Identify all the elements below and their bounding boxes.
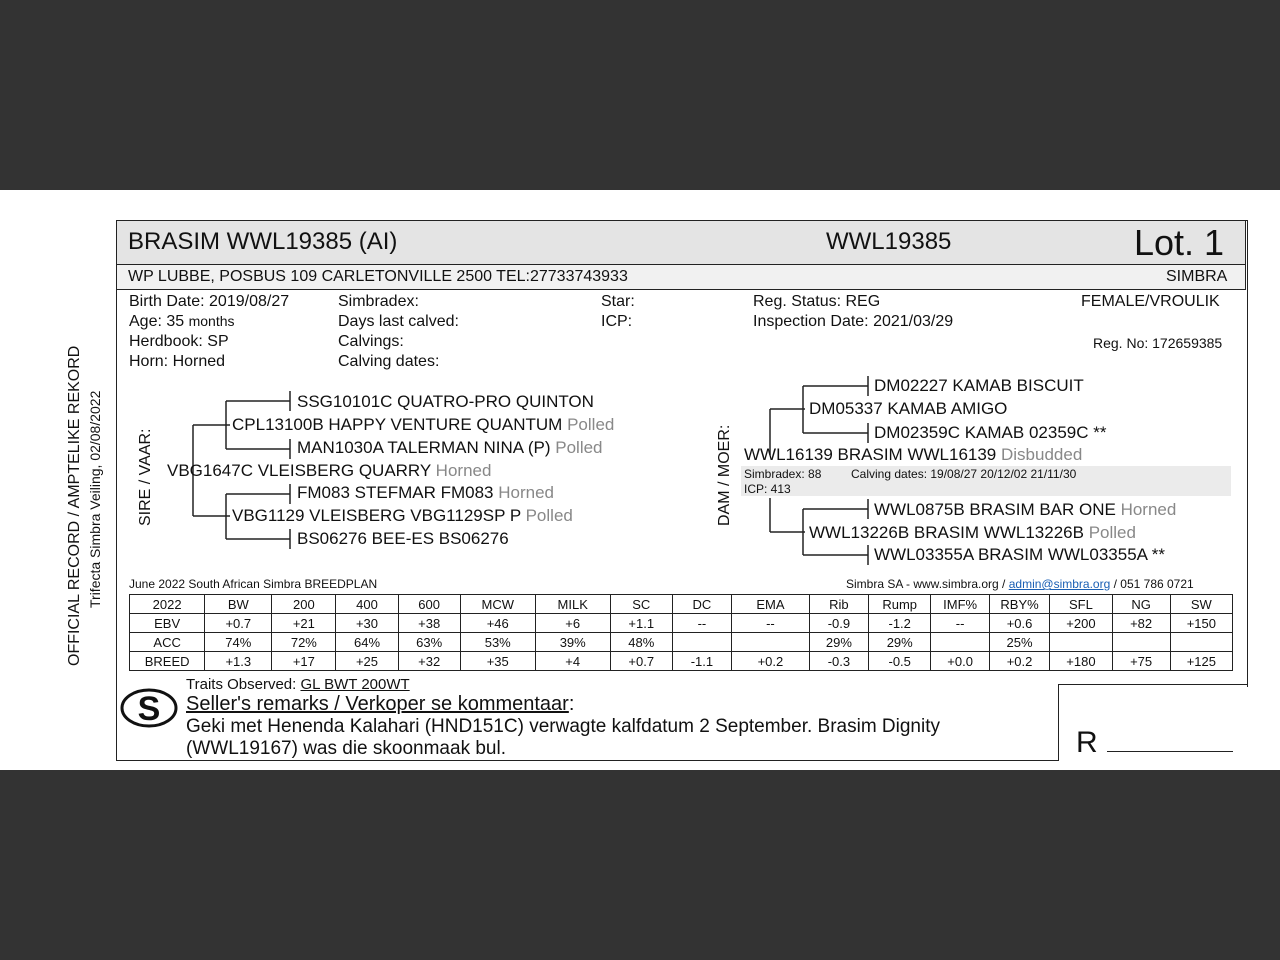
table-cell	[731, 633, 809, 652]
days-last-calved: Days last calved:	[338, 313, 459, 330]
table-cell: 63%	[398, 633, 460, 652]
table-cell: 64%	[336, 633, 398, 652]
dam-dam	[809, 523, 1136, 543]
simbradex: Simbradex:	[338, 293, 419, 310]
age-value: Age: 35	[129, 313, 185, 330]
table-cell: 25%	[989, 633, 1049, 652]
table-row	[130, 614, 1233, 633]
table-cell: 48%	[610, 633, 672, 652]
table-cell: +0.0	[931, 652, 989, 671]
table-cell: +0.2	[731, 652, 809, 671]
reg-status: Reg. Status: REG	[753, 293, 881, 310]
table-cell: MILK	[535, 595, 610, 614]
table-cell: +4	[535, 652, 610, 671]
star: Star:	[601, 293, 635, 310]
breed-name: SIMBRA	[1166, 268, 1228, 285]
table-cell: -0.3	[809, 652, 868, 671]
table-cell	[1170, 633, 1232, 652]
table-cell: SC	[610, 595, 672, 614]
table-cell: +32	[398, 652, 460, 671]
animal-name: BRASIM WWL19385 (AI)	[128, 228, 398, 255]
price-label: R	[1076, 726, 1098, 759]
table-cell: EMA	[731, 595, 809, 614]
sire-sd-status: Polled	[555, 438, 603, 457]
table-cell: +30	[336, 614, 398, 633]
animal-id: WWL19385	[826, 228, 952, 255]
sire-sire-status: Polled	[567, 415, 615, 434]
dam-dam-status: Polled	[1088, 523, 1136, 542]
table-cell: +46	[460, 614, 535, 633]
calvings: Calvings:	[338, 333, 404, 350]
sire-sd	[297, 438, 603, 458]
sire-sire-name: CPL13100B HAPPY VENTURE QUANTUM	[232, 415, 563, 434]
table-cell: --	[731, 614, 809, 633]
table-header-row	[130, 595, 1233, 614]
table-cell: BREED	[130, 652, 205, 671]
sire-ss: SSG10101C QUATRO-PRO QUINTON	[297, 392, 594, 411]
simbra-logo	[118, 683, 180, 731]
breedplan-caption: June 2022 South African Simbra BREEDPLAN	[129, 577, 378, 591]
table-cell: +150	[1170, 614, 1232, 633]
email-link[interactable]: admin@simbra.org	[1008, 577, 1111, 591]
table-cell: 600	[398, 595, 460, 614]
table-cell: 200	[272, 595, 336, 614]
table-cell: BW	[205, 595, 272, 614]
catalog-sheet	[0, 190, 1280, 770]
breedplan-table-body	[130, 595, 1233, 671]
table-cell: +0.7	[610, 652, 672, 671]
breedplan-contact	[846, 577, 1194, 591]
table-cell: +0.6	[989, 614, 1049, 633]
table-cell: -0.9	[809, 614, 868, 633]
table-cell: --	[931, 614, 989, 633]
table-cell: 72%	[272, 633, 336, 652]
table-cell: MCW	[460, 595, 535, 614]
table-cell: 29%	[869, 633, 931, 652]
table-cell: 29%	[809, 633, 868, 652]
dam-calving-dates: Calving dates: 19/08/27 20/12/02 21/11/30	[851, 467, 1077, 481]
sire-main-name: VBG1647C VLEISBERG QUARRY	[167, 461, 431, 480]
sire-ds-name: FM083 STEFMAR FM083	[297, 483, 494, 502]
dam-sd: DM02359C KAMAB 02359C **	[874, 423, 1107, 442]
auction-label: Trifecta Simbra Veiling, 02/08/2022	[87, 390, 103, 608]
dam-main-name: WWL16139 BRASIM WWL16139	[744, 445, 997, 464]
contact-phone: / 051 786 0721	[1113, 577, 1194, 591]
table-cell: 53%	[460, 633, 535, 652]
herdbook: Herdbook: SP	[129, 333, 229, 350]
traits-value: GL BWT 200WT	[300, 676, 410, 693]
sire-dam-name: VBG1129 VLEISBERG VBG1129SP P	[232, 506, 521, 525]
remarks-line-1: Geki met Henenda Kalahari (HND151C) verwagte kalfdatum 2 September. Brasim Dignity	[186, 716, 940, 737]
table-cell: SFL	[1050, 595, 1112, 614]
table-cell: +1.1	[610, 614, 672, 633]
table-cell: 74%	[205, 633, 272, 652]
table-cell: +180	[1050, 652, 1112, 671]
breedplan-table	[129, 594, 1233, 671]
remarks-title-text: Seller's remarks / Verkoper se kommentaar	[186, 693, 569, 715]
icp: ICP:	[601, 313, 633, 330]
birth-date: Birth Date: 2019/08/27	[129, 293, 290, 310]
dam-name	[744, 445, 1082, 465]
table-cell: -0.5	[869, 652, 931, 671]
table-cell: +35	[460, 652, 535, 671]
age-unit: months	[188, 313, 235, 329]
table-cell: 400	[336, 595, 398, 614]
table-cell: NG	[1112, 595, 1170, 614]
breeder-address: WP LUBBE, POSBUS 109 CARLETONVILLE 2500 TEL:27733743933	[128, 268, 628, 285]
reg-no: Reg. No: 172659385	[1093, 335, 1223, 351]
table-cell: ACC	[130, 633, 205, 652]
traits-observed	[186, 676, 410, 693]
table-cell: EBV	[130, 614, 205, 633]
table-row	[130, 633, 1233, 652]
table-cell: +25	[336, 652, 398, 671]
table-cell: +125	[1170, 652, 1232, 671]
sire-dd: BS06276 BEE-ES BS06276	[297, 529, 509, 548]
remarks-title-colon: :	[568, 693, 575, 715]
sire-label: SIRE / VAAR:	[137, 428, 154, 526]
table-cell: +82	[1112, 614, 1170, 633]
table-cell: RBY%	[989, 595, 1049, 614]
table-cell: DC	[672, 595, 731, 614]
table-cell	[1112, 633, 1170, 652]
dam-icp: ICP: 413	[744, 482, 791, 496]
table-cell	[672, 633, 731, 652]
sire-ds	[297, 483, 554, 503]
table-cell: Rib	[809, 595, 868, 614]
table-cell: +38	[398, 614, 460, 633]
traits-label: Traits Observed:	[186, 676, 297, 693]
table-cell: +17	[272, 652, 336, 671]
table-cell	[931, 633, 989, 652]
dam-dd: WWL03355A BRASIM WWL03355A **	[874, 545, 1166, 564]
official-record-label: OFFICIAL RECORD / AMPTELIKE REKORD	[66, 345, 83, 666]
table-cell: +200	[1050, 614, 1112, 633]
sire-main-status: Horned	[435, 461, 492, 480]
table-cell: -1.2	[869, 614, 931, 633]
sire-sd-name: MAN1030A TALERMAN NINA (P)	[297, 438, 551, 457]
table-cell: 39%	[535, 633, 610, 652]
lot-number: Lot. 1	[1134, 222, 1225, 263]
table-row	[130, 652, 1233, 671]
table-cell: +21	[272, 614, 336, 633]
sire-sire	[232, 415, 614, 435]
dam-ss: DM02227 KAMAB BISCUIT	[874, 376, 1084, 395]
sex: FEMALE/VROULIK	[1081, 293, 1220, 310]
dam-ds	[874, 500, 1176, 520]
table-cell: Rump	[869, 595, 931, 614]
table-cell: +75	[1112, 652, 1170, 671]
sire-name	[167, 461, 491, 481]
sire-dam-status: Polled	[525, 506, 573, 525]
contact-prefix: Simbra SA - www.simbra.org /	[846, 577, 1006, 591]
dam-main-status: Disbudded	[1001, 445, 1083, 464]
dam-ds-name: WWL0875B BRASIM BAR ONE	[874, 500, 1116, 519]
table-cell: +0.7	[205, 614, 272, 633]
sire-dam	[232, 506, 573, 526]
remarks-line-2: (WWL19167) was die skoonmaak bul.	[186, 738, 506, 759]
table-cell: SW	[1170, 595, 1232, 614]
remarks-title	[186, 693, 574, 716]
table-cell: +1.3	[205, 652, 272, 671]
dam-label: DAM / MOER:	[716, 424, 733, 526]
dam-dam-name: WWL13226B BRASIM WWL13226B	[809, 523, 1084, 542]
price-line[interactable]	[1107, 751, 1233, 752]
dam-simbradex: Simbradex: 88	[744, 467, 822, 481]
table-cell: --	[672, 614, 731, 633]
table-cell	[1050, 633, 1112, 652]
table-cell: 2022	[130, 595, 205, 614]
horn: Horn: Horned	[129, 353, 226, 370]
table-cell: +0.2	[989, 652, 1049, 671]
table-cell: IMF%	[931, 595, 989, 614]
inspection-date: Inspection Date: 2021/03/29	[753, 313, 954, 330]
simbra-logo-letter: S	[137, 690, 161, 728]
dam-ds-status: Horned	[1120, 500, 1177, 519]
table-cell: -1.1	[672, 652, 731, 671]
table-cell: +6	[535, 614, 610, 633]
dam-sire: DM05337 KAMAB AMIGO	[809, 399, 1008, 418]
sire-ds-status: Horned	[498, 483, 554, 502]
calving-dates: Calving dates:	[338, 353, 440, 370]
